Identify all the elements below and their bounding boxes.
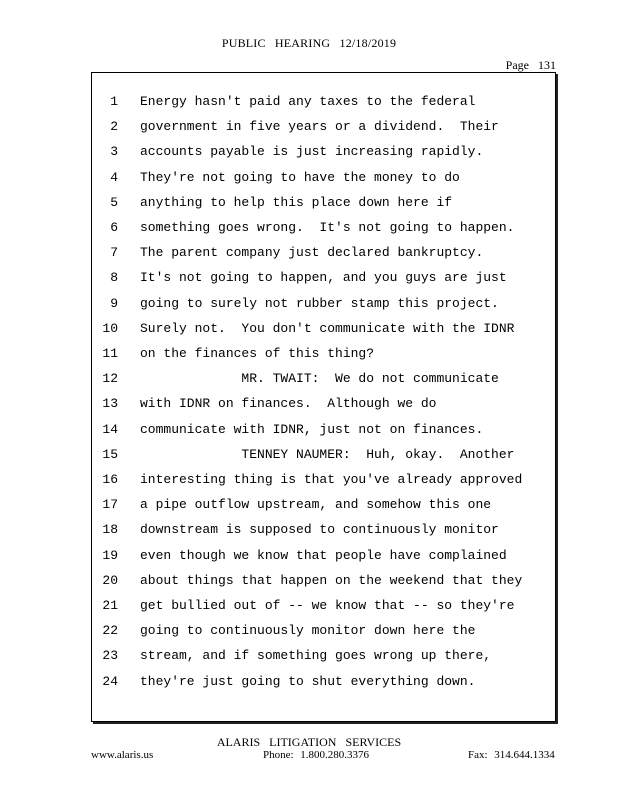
transcript-line [92,369,555,389]
line-number: 17 [102,497,118,513]
page-number: Page 131 [505,58,556,72]
line-text: communicate with IDNR, just not on finances. [140,421,484,437]
line-number: 20 [102,572,118,588]
line-number: 21 [102,598,118,613]
transcript-line [92,571,555,591]
transcript-line [92,470,555,490]
transcript-line [92,117,555,137]
footer-fax: Fax: 314.644.1334 [468,749,555,761]
line-number: 1 [110,94,118,109]
line-text: accounts payable is just increasing rapidly. [140,144,484,160]
line-text: going to surely not rubber stamp this project. [140,295,499,311]
line-number: 13 [102,396,118,412]
transcript-line [92,495,555,515]
footer-website: www.alaris.us [91,749,154,761]
line-text: anything to help this place down here if [140,194,453,210]
transcript-line [92,168,555,188]
line-number: 19 [102,547,118,563]
line-text: MR. TWAIT: We do not communicate [140,371,499,387]
transcript-line [92,92,555,112]
transcript-line [92,243,555,263]
transcript-line [92,546,555,566]
line-text: something goes wrong. It's not going to happen. [140,220,515,235]
transcript-line [92,319,555,339]
transcript-line [92,268,555,288]
line-number: 7 [110,245,118,261]
transcript-line [92,344,555,364]
line-text: they're just going to shut everything down. [140,673,476,689]
transcript-line [92,294,555,314]
line-text: government in five years or a dividend. Their [140,119,499,135]
line-number: 4 [110,169,118,185]
line-number: 14 [102,421,118,437]
line-text: about things that happen on the weekend that they [140,572,523,588]
line-text: stream, and if something goes wrong up there, [140,648,492,664]
line-text: The parent company just declared bankruptcy. [140,245,484,261]
line-number: 16 [102,472,118,487]
line-text: They're not going to have the money to do [140,169,460,185]
transcript-line [92,193,555,213]
line-text: get bullied out of -- we know that -- so they're [140,598,515,613]
line-text: Energy hasn't paid any taxes to the federal [140,94,476,109]
line-number: 12 [102,371,118,387]
line-number: 3 [110,144,118,160]
transcript-line [92,394,555,414]
line-text: even though we know that people have complained [140,547,507,563]
line-number: 11 [102,346,118,361]
line-text: downstream is supposed to continuously monitor [140,522,499,538]
line-number: 10 [102,320,118,336]
line-number: 18 [102,522,118,538]
line-number: 23 [102,648,118,664]
line-number: 9 [110,295,118,311]
line-number: 22 [102,623,118,639]
transcript-line [92,142,555,162]
line-number: 24 [102,673,118,689]
footer-contact [0,749,618,765]
transcript-line [92,445,555,465]
hearing-title: PUBLIC HEARING 12/18/2019 [221,36,397,50]
line-text: a pipe outflow upstream, and somehow this one [140,497,492,513]
line-number: 6 [110,220,118,235]
transcript-line [92,646,555,666]
transcript-page [91,72,556,722]
transcript-line [92,596,555,616]
transcript-line [92,218,555,238]
transcript-line [92,420,555,440]
transcript-line [92,520,555,540]
line-number: 15 [102,446,118,462]
line-text: going to continuously monitor down here the [140,623,476,639]
line-number: 2 [110,119,118,135]
line-text: It's not going to happen, and you guys are just [140,270,507,286]
line-number: 8 [110,270,118,286]
footer-phone: Phone: 1.800.280.3376 [263,749,370,761]
line-text: on the finances of this thing? [140,346,375,361]
transcript-line [92,672,555,692]
line-number: 5 [110,194,118,210]
line-text: interesting thing is that you've already approved [140,472,523,487]
footer-company: ALARIS LITIGATION SERVICES [216,735,402,749]
line-text: Surely not. You don't communicate with the IDNR [140,320,515,336]
line-text: TENNEY NAUMER: Huh, okay. Another [140,446,515,462]
transcript-line [92,621,555,641]
line-text: with IDNR on finances. Although we do [140,396,437,412]
